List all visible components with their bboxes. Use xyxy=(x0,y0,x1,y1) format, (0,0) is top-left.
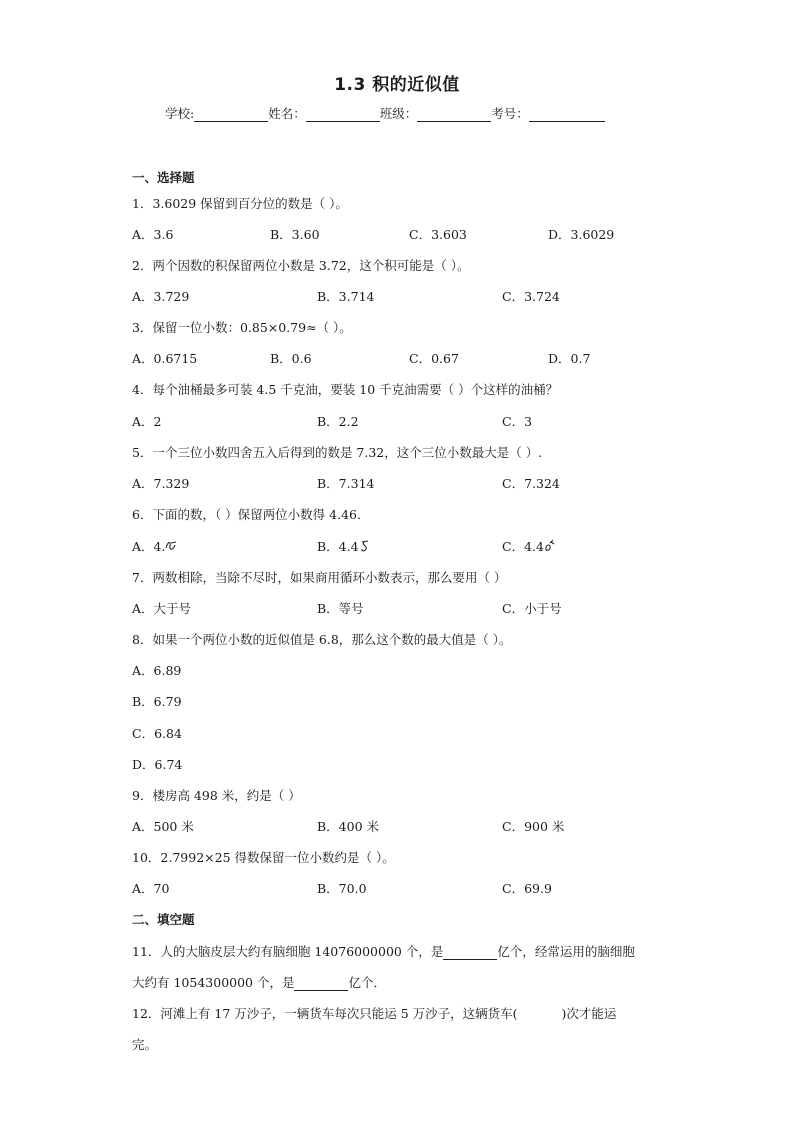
q2-option-b[interactable]: B．3.714 xyxy=(317,289,375,304)
q1-option-b[interactable]: B．3.60 xyxy=(270,227,320,242)
repeating-decimal-glyph-icon xyxy=(165,539,177,553)
q3-option-a[interactable]: A．0.6715 xyxy=(132,351,198,366)
q9-option-c[interactable]: C．900 米 xyxy=(502,819,565,834)
question-9: 9．楼房高 498 米，约是（ ） xyxy=(132,788,301,803)
q3-option-d[interactable]: D．0.7 xyxy=(548,351,591,366)
q12-text-b: )次才能运 xyxy=(561,1006,617,1021)
q1-option-c[interactable]: C．3.603 xyxy=(409,227,467,242)
q1-option-a[interactable]: A．3.6 xyxy=(132,227,174,242)
q7-option-c[interactable]: C．小于号 xyxy=(502,601,562,616)
q4-option-b[interactable]: B．2.2 xyxy=(317,414,359,429)
q11-text-b: 亿个，经常运用的脑细胞 xyxy=(497,944,635,959)
q3-option-c[interactable]: C．0.67 xyxy=(409,351,459,366)
q7-option-a[interactable]: A．大于号 xyxy=(132,601,192,616)
q10-option-a[interactable]: A．70 xyxy=(132,881,170,896)
q11-blank-1[interactable] xyxy=(443,946,497,960)
q6-option-a-label: A．4. xyxy=(132,539,166,554)
q5-option-a[interactable]: A．7.329 xyxy=(132,476,190,491)
q8-option-c[interactable]: C．6.84 xyxy=(132,726,182,741)
q6-option-c-label: C．4.4 xyxy=(502,539,544,554)
question-2: 2．两个因数的积保留两位小数是 3.72，这个积可能是（ ）。 xyxy=(132,258,470,273)
q11-text-d: 亿个． xyxy=(348,975,386,990)
q6-option-c[interactable] xyxy=(502,537,556,555)
q10-option-b[interactable]: B．70.0 xyxy=(317,881,367,896)
question-10: 10．2.7992×25 得数保留一位小数约是（ ）。 xyxy=(132,850,395,865)
repeating-decimal-glyph-icon xyxy=(359,539,371,553)
question-12-line-1 xyxy=(132,1004,616,1022)
q7-option-b[interactable]: B．等号 xyxy=(317,601,364,616)
question-11-line-1 xyxy=(132,942,635,960)
question-5: 5．一个三位小数四舍五入后得到的数是 7.32，这个三位小数最大是（ ）. xyxy=(132,445,543,460)
q8-option-d[interactable]: D．6.74 xyxy=(132,757,183,772)
class-label: 班级： xyxy=(379,106,418,121)
exam-no-label: 考号： xyxy=(491,106,529,121)
q8-option-b[interactable]: B．6.79 xyxy=(132,694,182,709)
q11-text-c: 大约有 1054300000 个，是 xyxy=(132,975,295,990)
question-11-line-2 xyxy=(132,973,386,991)
question-7: 7．两数相除，当除不尽时，如果商用循环小数表示，那么要用（ ） xyxy=(132,570,507,585)
q10-option-c[interactable]: C．69.9 xyxy=(502,881,552,896)
q5-option-c[interactable]: C．7.324 xyxy=(502,476,560,491)
q9-option-a[interactable]: A．500 米 xyxy=(132,819,194,834)
q8-option-a[interactable]: A．6.89 xyxy=(132,663,182,678)
q3-option-b[interactable]: B．0.6 xyxy=(270,351,312,366)
question-8: 8．如果一个两位小数的近似值是 6.8，那么这个数的最大值是（ ）。 xyxy=(132,632,512,647)
q4-option-c[interactable]: C．3 xyxy=(502,414,533,429)
q5-option-b[interactable]: B．7.314 xyxy=(317,476,375,491)
section-heading-choice: 一、选择题 xyxy=(132,170,195,185)
section-heading-fill: 二、填空题 xyxy=(132,912,195,927)
q11-blank-2[interactable] xyxy=(294,977,348,991)
q6-option-b[interactable] xyxy=(317,537,371,555)
class-blank[interactable] xyxy=(417,108,491,122)
q11-text-a: 11．人的大脑皮层大约有脑细胞 14076000000 个，是 xyxy=(132,944,444,959)
exam-no-blank[interactable] xyxy=(529,108,605,122)
student-info-line xyxy=(165,104,605,122)
name-label: 姓名： xyxy=(268,106,306,121)
question-3: 3．保留一位小数：0.85×0.79≈（ ）。 xyxy=(132,320,352,335)
repeating-decimal-glyph-icon xyxy=(544,539,556,553)
page-title: 1.3 积的近似值 xyxy=(334,75,460,95)
question-1: 1．3.6029 保留到百分位的数是（ ）。 xyxy=(132,196,348,211)
question-6: 6．下面的数，（ ）保留两位小数得 4.46． xyxy=(132,507,370,522)
q9-option-b[interactable]: B．400 米 xyxy=(317,819,380,834)
q2-option-a[interactable]: A．3.729 xyxy=(132,289,190,304)
q1-option-d[interactable]: D．3.6029 xyxy=(548,227,615,242)
q2-option-c[interactable]: C．3.724 xyxy=(502,289,560,304)
q6-option-b-label: B．4.4 xyxy=(317,539,359,554)
name-blank[interactable] xyxy=(306,108,380,122)
question-12-line-2: 完。 xyxy=(132,1037,158,1052)
school-label: 学校: xyxy=(165,106,195,121)
question-4: 4．每个油桶最多可装 4.5 千克油，要装 10 千克油需要（ ）个这样的油桶？ xyxy=(132,382,559,397)
q4-option-a[interactable]: A．2 xyxy=(132,414,162,429)
q12-text-a: 12．河滩上有 17 万沙子，一辆货车每次只能运 5 万沙子，这辆货车( xyxy=(132,1006,518,1021)
school-blank[interactable] xyxy=(194,108,268,122)
q6-option-a[interactable] xyxy=(132,537,177,555)
